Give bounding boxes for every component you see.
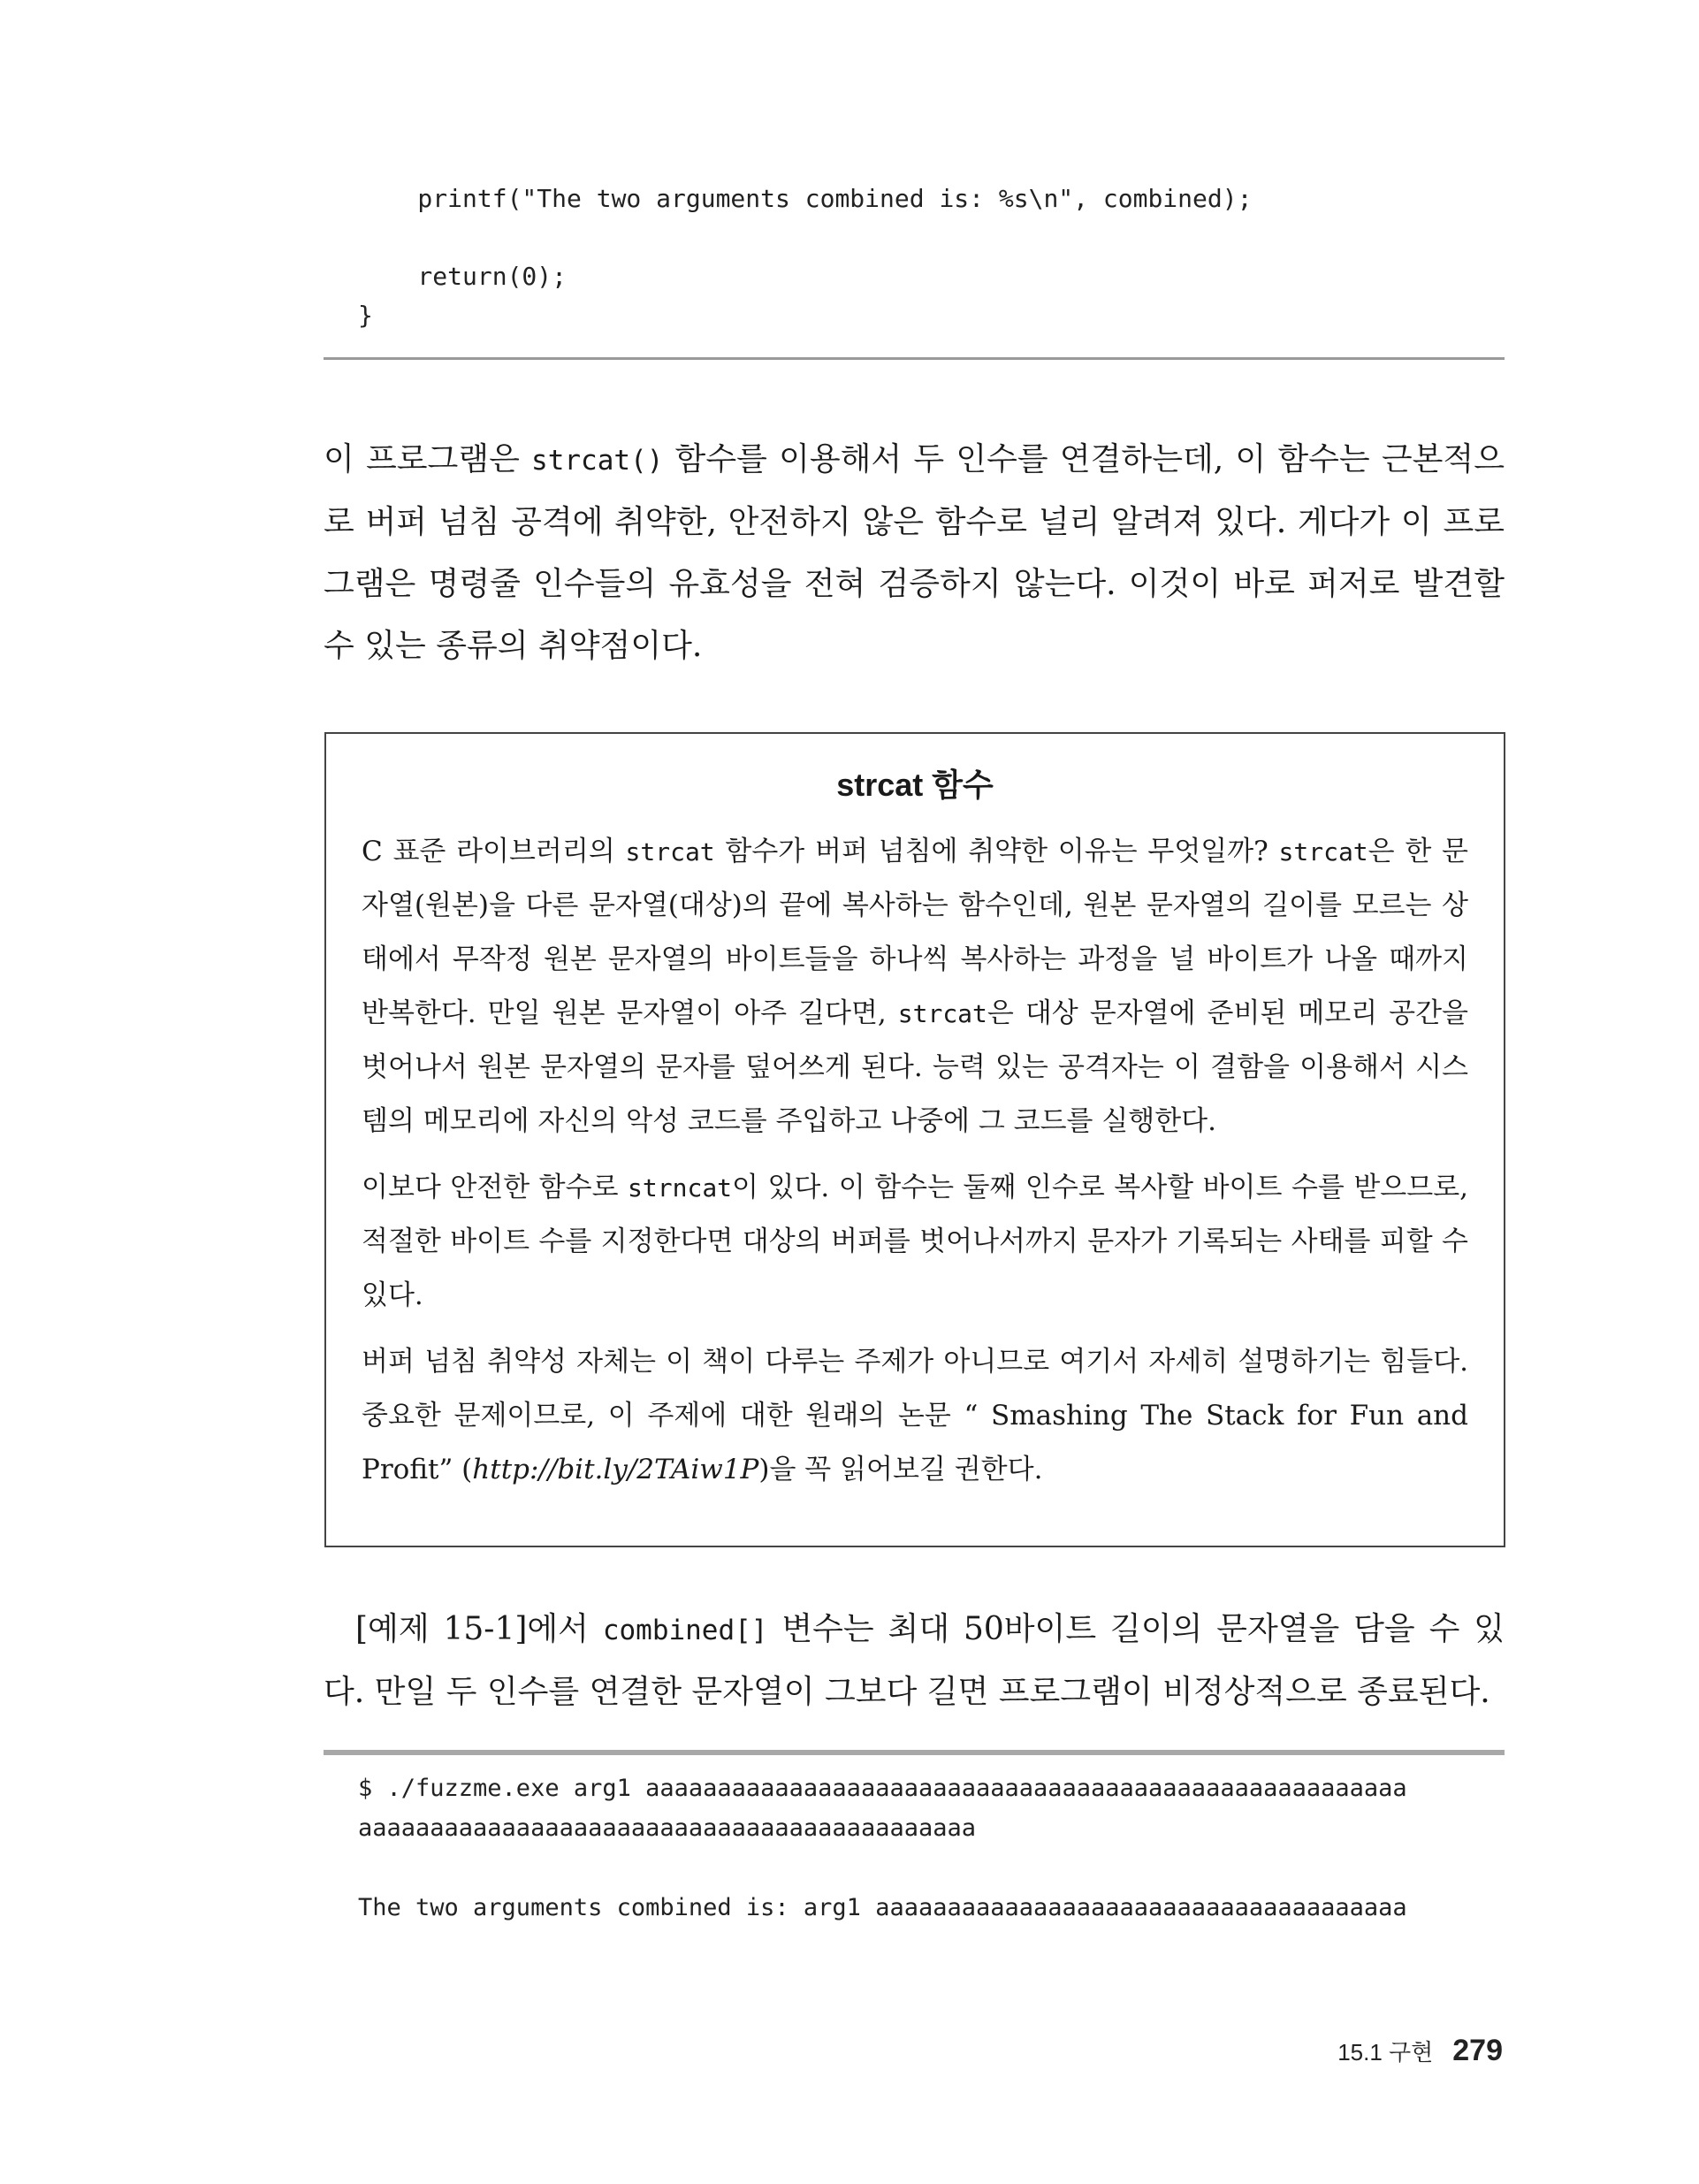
text-run: 함수를 이용해서 두 인수를 연결하는데, 이 함수는 근본적으로 버퍼 넘침 공격에 취약한, 안전하지 않은 함수로 널리 알려져 있다. 게다가 이 프로그램은 명령줄 인수들의 유효성을 전혀 검증하지 않는다. 이것이 바로 퍼저로 발견할 수 있는 종류의 취약점이다. (324, 441, 1505, 664)
text-run: C 표준 라이브러리의 (362, 836, 626, 867)
inline-code: combined[] (602, 1615, 768, 1646)
text-run: 이보다 안전한 함수로 (362, 1172, 629, 1203)
text-run: 은 한 문자열(원본)을 다른 문자열(대상)의 끝에 복사하는 함수인데, 원본 문자열의 길이를 모르는 상태에서 무작정 원본 문자열의 바이트들을 하나씩 복사하는 과정을 널 바이트가 나올 때까지 반복한다. 만일 원본 문자열이 아주 길다면, (362, 836, 1468, 1029)
text-run: 이 프로그램은 (324, 441, 532, 477)
page-footer (1337, 2034, 1503, 2068)
text-run: [예제 15-1]에서 (355, 1611, 603, 1647)
body-paragraph-1 (324, 429, 1505, 677)
page-number: 279 (1452, 2034, 1503, 2067)
inline-code: strcat (1278, 837, 1368, 867)
divider-rule (324, 357, 1505, 360)
paper-link[interactable]: http://bit.ly/2TAiw1P (472, 1454, 759, 1485)
text-run: )을 꼭 읽어보길 권한다. (758, 1454, 1043, 1485)
sidebar-title: strcat 함수 (836, 767, 994, 803)
sidebar-box (324, 732, 1505, 1547)
sidebar-paragraph-1 (362, 825, 1468, 1149)
inline-code: strcat (897, 999, 987, 1028)
section-label: 15.1 구현 (1337, 2039, 1434, 2066)
text-run: 은 대상 문자열에 준비된 메모리 공간을 벗어나서 원본 문자열의 문자를 덮어쓰게 된다. 능력 있는 공격자는 이 결함을 이용해서 시스템의 메모리에 자신의 악성 코드를 주입하고 나중에 그 코드를 실행한다. (362, 997, 1468, 1137)
divider-rule (324, 1750, 1505, 1755)
sidebar-paragraph-3 (362, 1335, 1468, 1497)
code-listing-bottom: $ ./fuzzme.exe arg1 aaaaaaaaaaaaaaaaaaaaaaaaaaaaaaaaaaaaaaaaaaaaaaaaaaaaa aaaaaaaaaaaaaaaaaaaaaaaaaaaaaaaaaaaaaaaaaaa The two arguments combined is: arg1 aaaaaaaaaaaaaaaaaaaaaaaaaaaaaaaaaaaaa (358, 1775, 1407, 1921)
text-run: 이 있다. 이 함수는 둘째 인수로 복사할 바이트 수를 받으므로, 적절한 바이트 수를 지정한다면 대상의 버퍼를 벗어나서까지 문자가 기록되는 사태를 피할 수 있다. (362, 1172, 1468, 1311)
sidebar-paragraph-2 (362, 1161, 1468, 1323)
code-listing-top: printf("The two arguments combined is: %s\n", combined); return(0); } (358, 184, 1253, 330)
inline-code: strncat (628, 1173, 733, 1203)
inline-code: strcat (625, 837, 715, 867)
text-run: 변수는 최대 50바이트 길이의 문자열을 담을 수 있다. 만일 두 인수를 연결한 문자열이 그보다 길면 프로그램이 비정상적으로 종료된다. (324, 1611, 1505, 1710)
text-run: 함수가 버퍼 넘침에 취약한 이유는 무엇일까? (714, 836, 1279, 867)
text-run: 버퍼 넘침 취약성 자체는 이 책이 다루는 주제가 아니므로 여기서 자세히 설명하기는 힘들다. 중요한 문제이므로, 이 주제에 대한 원래의 논문 “ Smashing The Stack for Fun and Profit” ( (362, 1346, 1468, 1485)
inline-code: strcat() (531, 445, 664, 477)
body-paragraph-2 (324, 1599, 1505, 1723)
